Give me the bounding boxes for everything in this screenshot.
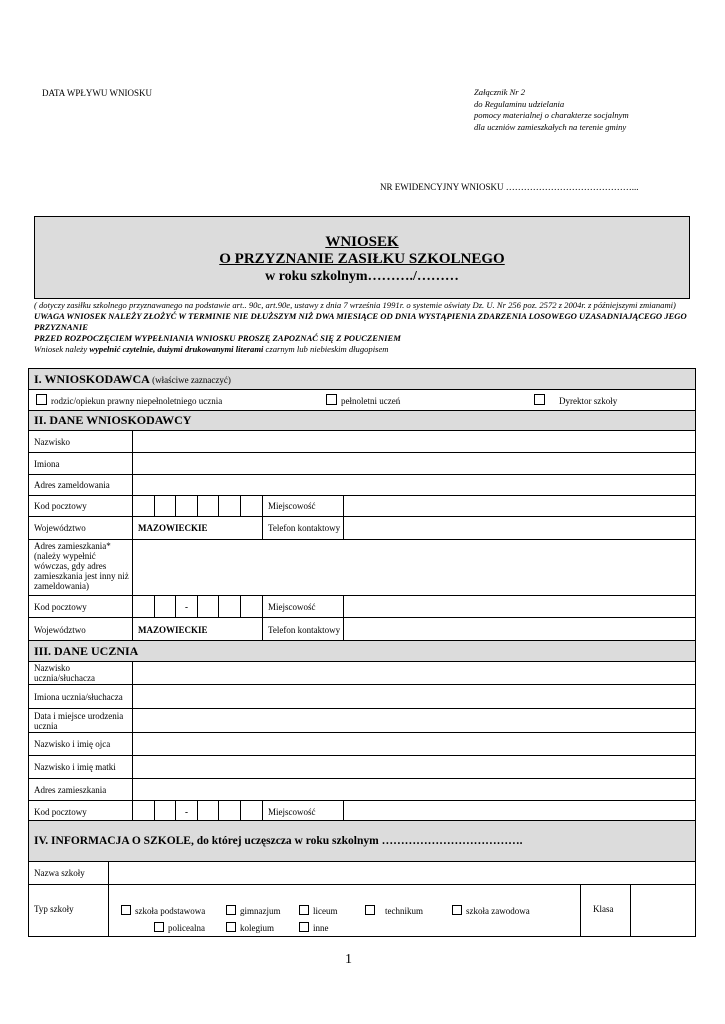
postal-code-digit[interactable]: [155, 496, 176, 517]
checkbox-icon[interactable]: [365, 905, 375, 915]
surname-label: Nazwisko: [29, 431, 133, 453]
student-surname-input[interactable]: [133, 662, 696, 685]
mother-name-label: Nazwisko i imię matki: [29, 756, 133, 779]
student-address-input[interactable]: [133, 779, 696, 801]
registered-address-label: Adres zameldowania: [29, 475, 133, 496]
deadline-warning: UWAGA WNIOSEK NALEŻY ZŁOŻYĆ W TERMINIE NIE DŁUŻSZYM NIŻ DWA MIESIĄCE OD DNIA WYSTĄPIENIA ZDARZENIA LOSOWEGO UZASADNIAJĄCEGO JEGO PRZYZNANIE: [34, 311, 687, 332]
instruction-warning: PRZED ROZPOCZĘCIEM WYPEŁNIANIA WNIOSKU PROSZĘ ZAPOZNAĆ SIĘ Z POUCZENIEM: [34, 333, 401, 343]
school-type-other[interactable]: inne: [299, 922, 329, 933]
postal-code-dash: -: [176, 596, 198, 618]
postal-code-digit[interactable]: [133, 596, 155, 618]
date-received-label: DATA WPŁYWU WNIOSKU: [42, 88, 152, 98]
student-address-label: Adres zamieszkania: [29, 779, 133, 801]
residence-address-input[interactable]: [133, 540, 696, 596]
registration-number-field[interactable]: NR EWIDENCYJNY WNIOSKU ……………………………………...: [380, 182, 639, 192]
annex-line: dla uczniów zamieszkałych na terenie gminy: [474, 121, 627, 132]
school-type-vocational[interactable]: szkoła zawodowa: [452, 905, 530, 916]
section-3-header: III. DANE UCZNIA: [29, 641, 696, 662]
school-year-field[interactable]: w roku szkolnym………./………: [265, 269, 459, 284]
applicant-type-row: [29, 390, 696, 411]
annex-line: pomocy materialnej o charakterze socjalnym: [474, 110, 629, 120]
residence-address-label: Adres zamieszkania* (należy wypełnić wówczas, gdy adres zamieszkania jest inny niż zameldowania): [29, 540, 133, 596]
birth-date-place-input[interactable]: [133, 709, 696, 733]
section-4-header: IV. INFORMACJA O SZKOLE, do której uczęszcza w roku szkolnym ……………………………….: [29, 821, 696, 862]
annex-line: do Regulaminu udzielania: [474, 98, 565, 109]
section-2-header: II. DANE WNIOSKODAWCY: [29, 411, 696, 431]
school-type-technical[interactable]: technikum: [365, 905, 423, 916]
page-number: 1: [345, 952, 352, 967]
birth-date-place-label: Data i miejsce urodzenia ucznia: [29, 709, 133, 733]
voivodeship-label: Województwo: [29, 517, 133, 540]
applicant-table: [28, 368, 696, 642]
checkbox-icon[interactable]: [299, 905, 309, 915]
registered-address-input[interactable]: [133, 475, 696, 496]
annex-note: [474, 87, 629, 133]
school-name-input[interactable]: [109, 862, 696, 885]
applicant-option-adult-student[interactable]: pełnoletni uczeń: [326, 394, 400, 406]
postal-code-digit[interactable]: [133, 496, 155, 517]
mother-name-input[interactable]: [133, 756, 696, 779]
school-type-college[interactable]: kolegium: [226, 922, 274, 933]
postal-code-digit[interactable]: [198, 596, 219, 618]
fill-instruction: Wniosek należy wypełnić czytelnie, dużymi drukowanymi literami czarnym lub niebieskim długopisem: [34, 344, 389, 354]
school-name-label: Nazwa szkoły: [29, 862, 109, 885]
school-type-postsecondary[interactable]: policealna: [154, 922, 205, 933]
city-input-2[interactable]: [344, 596, 696, 618]
document-subtitle: O PRZYZNANIE ZASIŁKU SZKOLNEGO: [219, 251, 505, 267]
checkbox-icon[interactable]: [326, 394, 337, 405]
postal-code-digit[interactable]: [155, 596, 176, 618]
school-type-highschool[interactable]: liceum: [299, 905, 338, 916]
city-input[interactable]: [344, 496, 696, 517]
checkbox-icon[interactable]: [226, 922, 236, 932]
checkbox-icon[interactable]: [226, 905, 236, 915]
city-label-2: Miejscowość: [263, 596, 344, 618]
postal-code-label-2: Kod pocztowy: [29, 596, 133, 618]
checkbox-icon[interactable]: [121, 905, 131, 915]
voivodeship-label-2: Województwo: [29, 618, 133, 642]
document-title: WNIOSEK: [325, 234, 399, 250]
class-input[interactable]: [631, 885, 696, 937]
postal-code-digit[interactable]: [198, 496, 219, 517]
section-1-header: I. WNIOSKODAWCA (właściwe zaznaczyć): [29, 369, 696, 390]
phone-label: Telefon kontaktowy: [263, 517, 344, 540]
postal-code-label: Kod pocztowy: [29, 496, 133, 517]
postal-code-digit[interactable]: [241, 596, 263, 618]
city-label: Miejscowość: [263, 496, 344, 517]
postal-code-digit[interactable]: [241, 496, 263, 517]
school-table: [28, 820, 696, 937]
student-first-names-input[interactable]: [133, 685, 696, 709]
class-label: Klasa: [581, 885, 631, 937]
school-type-options: [109, 885, 581, 937]
postal-code-digit[interactable]: [219, 496, 241, 517]
first-names-label: Imiona: [29, 453, 133, 475]
notes: [34, 300, 694, 355]
first-names-input[interactable]: [133, 453, 696, 475]
student-city-label: Miejscowość: [263, 801, 344, 823]
father-name-input[interactable]: [133, 733, 696, 756]
checkbox-icon[interactable]: [36, 394, 47, 405]
postal-code-dash: -: [176, 801, 198, 823]
school-type-primary[interactable]: szkoła podstawowa: [121, 905, 205, 916]
phone-input[interactable]: [344, 517, 696, 540]
phone-input-2[interactable]: [344, 618, 696, 642]
applicant-option-director[interactable]: Dyrektor szkoły: [534, 394, 617, 406]
voivodeship-value: MAZOWIECKIE: [133, 517, 263, 540]
surname-input[interactable]: [133, 431, 696, 453]
student-surname-label: Nazwisko ucznia/słuchacza: [29, 662, 133, 685]
student-first-names-label: Imiona ucznia/słuchacza: [29, 685, 133, 709]
checkbox-icon[interactable]: [154, 922, 164, 932]
phone-label-2: Telefon kontaktowy: [263, 618, 344, 642]
postal-code-digit[interactable]: [219, 596, 241, 618]
school-type-label: Typ szkoły: [29, 885, 109, 937]
checkbox-icon[interactable]: [452, 905, 462, 915]
student-table: [28, 640, 696, 823]
student-postal-code-label: Kod pocztowy: [29, 801, 133, 823]
checkbox-icon[interactable]: [534, 394, 545, 405]
postal-code-digit[interactable]: [176, 496, 198, 517]
legal-basis-note: ( dotyczy zasiłku szkolnego przyznawanego na podstawie art.. 90c, art.90e, ustawy z dnia 7 września 1991r. o systemie oświaty Dz. U. Nr 256 poz. 2572 z 2004r. z późniejszymi zmianami): [34, 300, 676, 310]
annex-line: Załącznik Nr 2: [474, 87, 526, 97]
school-type-gymnasium[interactable]: gimnazjum: [226, 905, 281, 916]
applicant-option-parent[interactable]: rodzic/opiekun prawny niepełnoletniego ucznia: [36, 394, 222, 406]
father-name-label: Nazwisko i imię ojca: [29, 733, 133, 756]
checkbox-icon[interactable]: [299, 922, 309, 932]
title-box: [34, 216, 690, 299]
voivodeship-value-2: MAZOWIECKIE: [133, 618, 263, 642]
